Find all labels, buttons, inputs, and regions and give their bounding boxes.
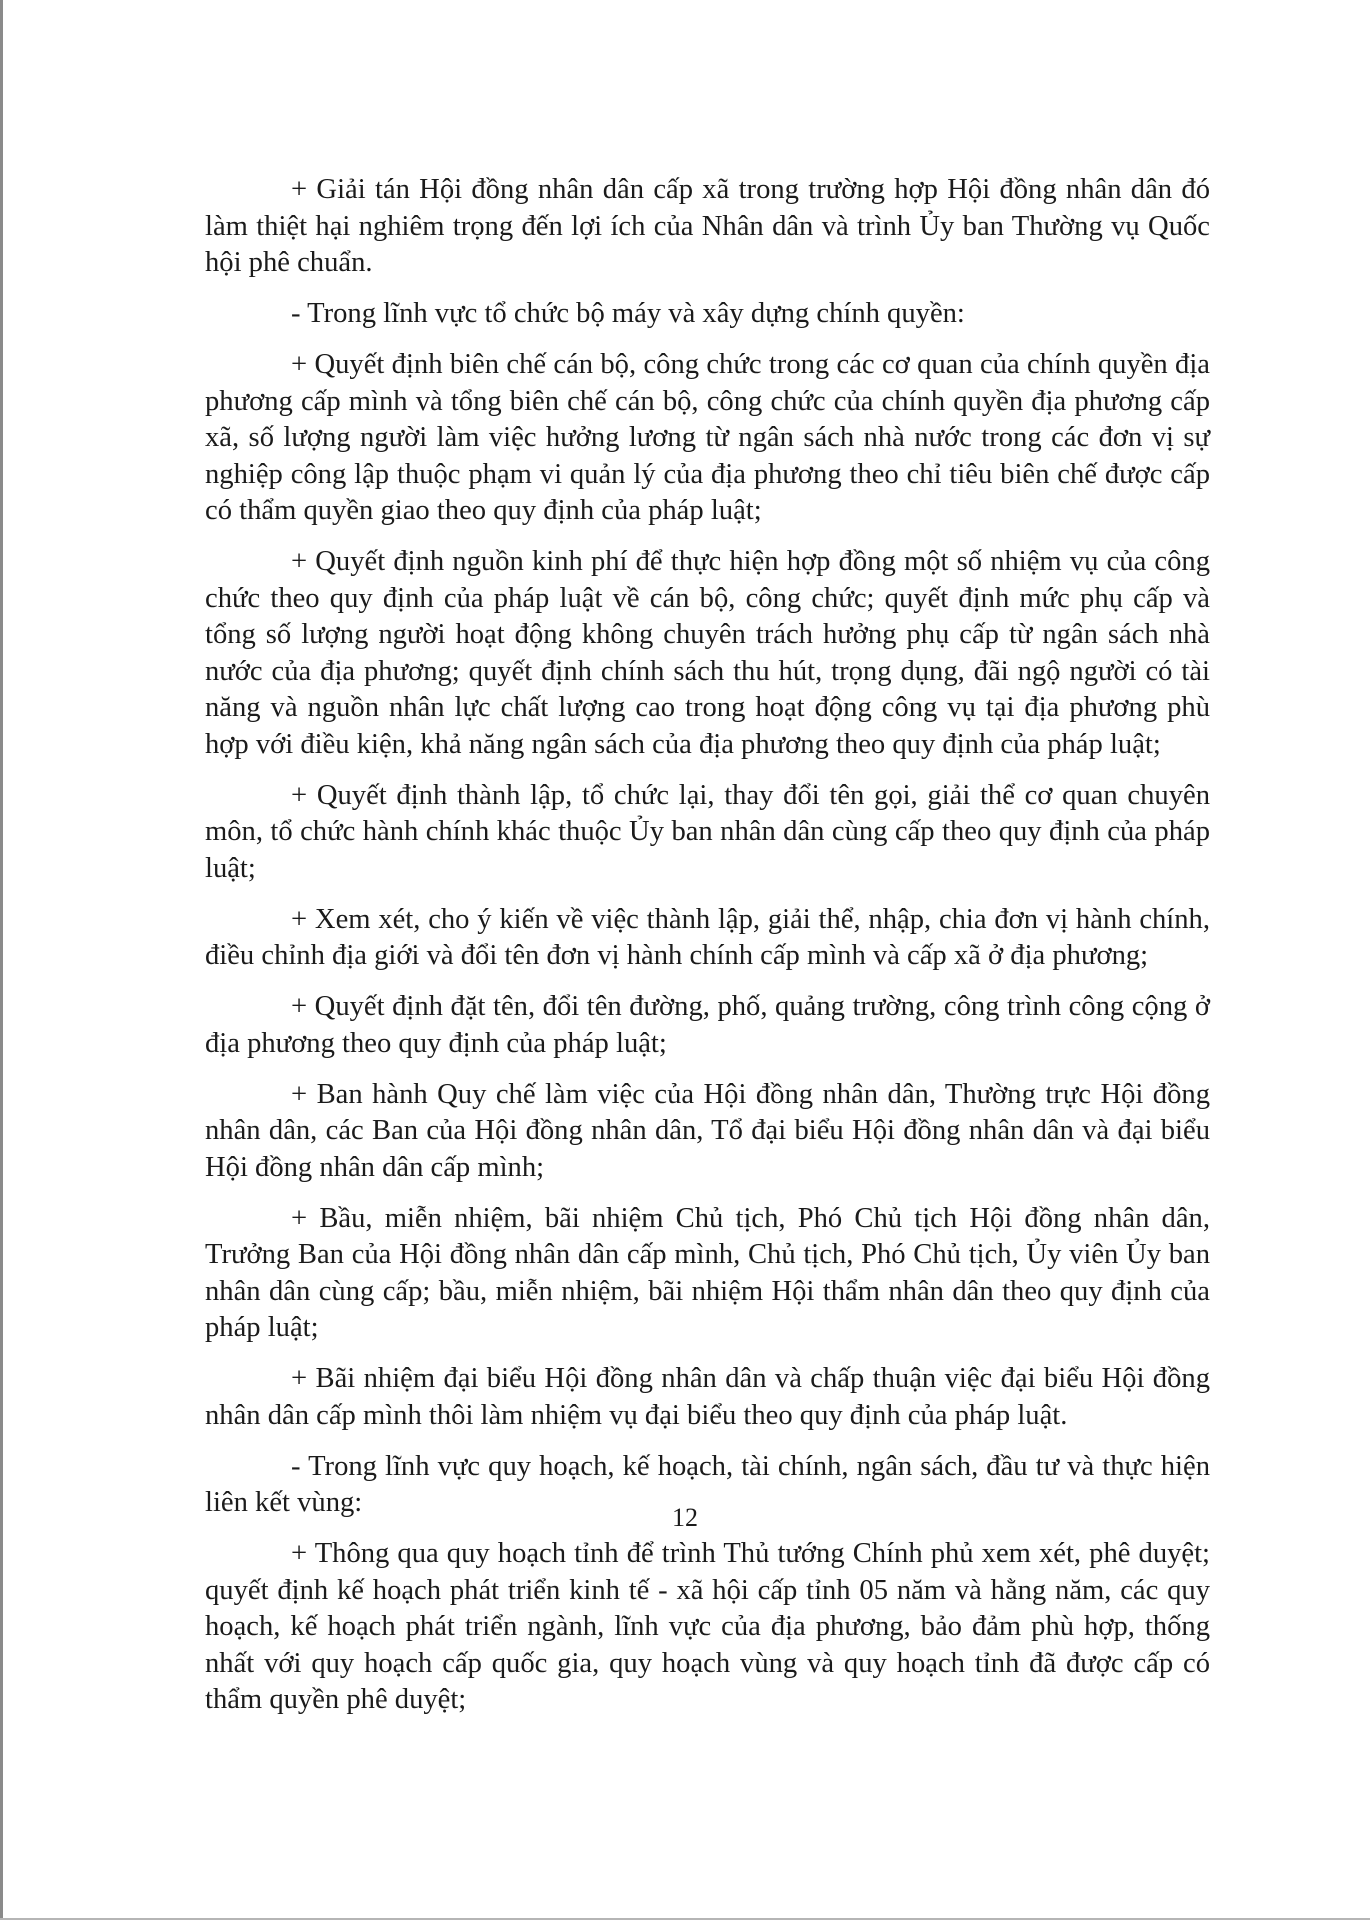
document-body	[205, 172, 1210, 1733]
paragraph: + Thông qua quy hoạch tỉnh để trình Thủ tướng Chính phủ xem xét, phê duyệt; quyết định kế hoạch phát triển kinh tế - xã hội cấp tỉnh 05 năm và hằng năm, các quy hoạch, kế hoạch phát triển ngành, lĩnh vực của địa phương, bảo đảm phù hợp, thống nhất với quy hoạch cấp quốc gia, quy hoạch vùng và quy hoạch tỉnh đã được cấp có thẩm quyền phê duyệt;	[205, 1538, 1210, 1715]
paragraph: + Giải tán Hội đồng nhân dân cấp xã trong trường hợp Hội đồng nhân dân đó làm thiệt hại nghiêm trọng đến lợi ích của Nhân dân và trình Ủy ban Thường vụ Quốc hội phê chuẩn.	[205, 174, 1210, 278]
paragraph: + Quyết định thành lập, tổ chức lại, thay đổi tên gọi, giải thể cơ quan chuyên môn, tổ chức hành chính khác thuộc Ủy ban nhân dân cùng cấp theo quy định của pháp luật;	[205, 779, 1210, 884]
paragraph: + Xem xét, cho ý kiến về việc thành lập, giải thể, nhập, chia đơn vị hành chính, điều chỉnh địa giới và đổi tên đơn vị hành chính cấp mình và cấp xã ở địa phương;	[205, 903, 1210, 971]
paragraph: + Quyết định nguồn kinh phí để thực hiện hợp đồng một số nhiệm vụ của công chức theo quy định của pháp luật về cán bộ, công chức; quyết định mức phụ cấp và tổng số lượng người hoạt động không chuyên trách hưởng phụ cấp từ ngân sách nhà nước của địa phương; quyết định chính sách thu hút, trọng dụng, đãi ngộ người có tài năng và nguồn nhân lực chất lượng cao trong hoạt động công vụ tại địa phương phù hợp với điều kiện, khả năng ngân sách của địa phương theo quy định của pháp luật;	[205, 546, 1210, 760]
paragraph: + Bầu, miễn nhiệm, bãi nhiệm Chủ tịch, Phó Chủ tịch Hội đồng nhân dân, Trưởng Ban của Hội đồng nhân dân cấp mình, Chủ tịch, Phó Chủ tịch, Ủy viên Ủy ban nhân dân cùng cấp; bầu, miễn nhiệm, bãi nhiệm Hội thẩm nhân dân theo quy định của pháp luật;	[205, 1202, 1210, 1343]
paragraph: - Trong lĩnh vực quy hoạch, kế hoạch, tài chính, ngân sách, đầu tư và thực hiện liên kết vùng:	[205, 1450, 1210, 1518]
paragraph: + Bãi nhiệm đại biểu Hội đồng nhân dân và chấp thuận việc đại biểu Hội đồng nhân dân cấp mình thôi làm nhiệm vụ đại biểu theo quy định của pháp luật.	[205, 1363, 1210, 1431]
paragraph: + Ban hành Quy chế làm việc của Hội đồng nhân dân, Thường trực Hội đồng nhân dân, các Ban của Hội đồng nhân dân, Tổ đại biểu Hội đồng nhân dân và đại biểu Hội đồng nhân dân cấp mình;	[205, 1078, 1210, 1183]
paragraph: + Quyết định đặt tên, đổi tên đường, phố, quảng trường, công trình công cộng ở địa phương theo quy định của pháp luật;	[205, 991, 1210, 1059]
page-number: 12	[672, 1503, 698, 1532]
paragraph: + Quyết định biên chế cán bộ, công chức trong các cơ quan của chính quyền địa phương cấp mình và tổng biên chế cán bộ, công chức của chính quyền địa phương cấp xã, số lượng người làm việc hưởng lương từ ngân sách nhà nước trong các đơn vị sự nghiệp công lập thuộc phạm vi quản lý của địa phương theo chỉ tiêu biên chế được cấp có thẩm quyền giao theo quy định của pháp luật;	[205, 349, 1210, 526]
scan-left-border	[0, 0, 3, 1920]
paragraph: - Trong lĩnh vực tổ chức bộ máy và xây dựng chính quyền:	[291, 298, 965, 329]
